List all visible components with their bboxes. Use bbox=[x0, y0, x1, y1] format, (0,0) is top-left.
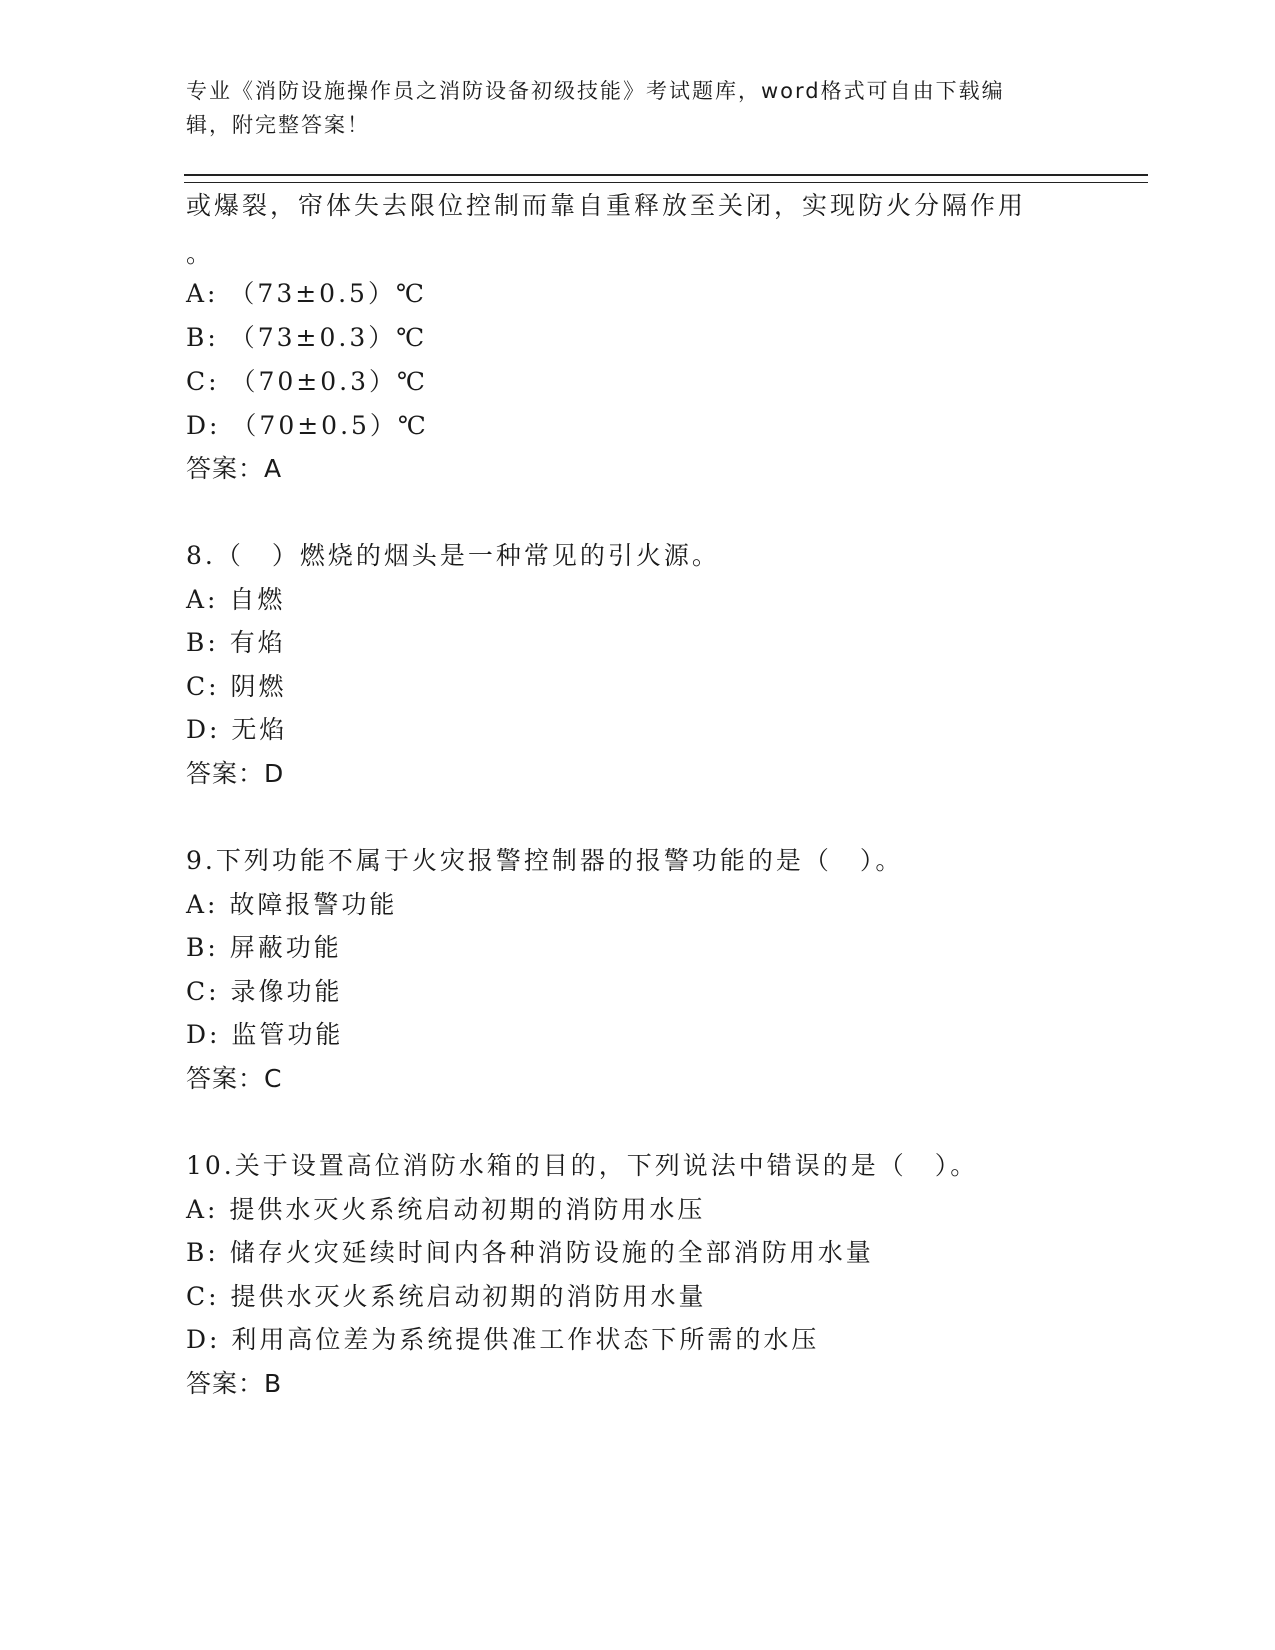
q8-option-d: D: 无焰 bbox=[186, 715, 288, 744]
q7-option-c: C: （70±0.3）℃ bbox=[186, 367, 428, 396]
q10-question: 10.关于设置高位消防水箱的目的，下列说法中错误的是（ ）。 bbox=[186, 1151, 979, 1180]
q7-option-b: B: （73±0.3）℃ bbox=[186, 323, 428, 352]
q9-question: 9.下列功能不属于火灾报警控制器的报警功能的是（ ）。 bbox=[186, 846, 904, 875]
q8-option-c: C: 阴燃 bbox=[186, 672, 287, 701]
q7-option-a: A: （73±0.5）℃ bbox=[186, 279, 427, 308]
q9-option-a: A: 故障报警功能 bbox=[186, 890, 398, 919]
q7-text-end: 。 bbox=[186, 239, 215, 268]
q10-option-a: A: 提供水灭火系统启动初期的消防用水压 bbox=[186, 1195, 706, 1224]
q9-option-b: B: 屏蔽功能 bbox=[186, 933, 342, 962]
q9-option-c: C: 录像功能 bbox=[186, 977, 343, 1006]
q7-answer: 答案：A bbox=[186, 454, 283, 483]
header-divider bbox=[184, 174, 1148, 183]
q10-option-c: C: 提供水灭火系统启动初期的消防用水量 bbox=[186, 1282, 707, 1311]
header-line-2: 辑，附完整答案！ bbox=[186, 113, 370, 137]
q8-option-a: A: 自燃 bbox=[186, 585, 286, 614]
q9-answer: 答案：C bbox=[186, 1064, 283, 1093]
q7-text-continued: 或爆裂，帘体失去限位控制而靠自重释放至关闭，实现防火分隔作用 bbox=[186, 191, 1027, 220]
q7-option-d: D: （70±0.5）℃ bbox=[186, 411, 429, 440]
q9-option-d: D: 监管功能 bbox=[186, 1020, 344, 1049]
q10-option-b: B: 储存火灾延续时间内各种消防设施的全部消防用水量 bbox=[186, 1238, 874, 1267]
q8-answer: 答案：D bbox=[186, 759, 285, 788]
header-line-1: 专业《消防设施操作员之消防设备初级技能》考试题库，word格式可自由下载编 bbox=[186, 79, 1005, 103]
q8-option-b: B: 有焰 bbox=[186, 628, 286, 657]
q8-question: 8.（ ）燃烧的烟头是一种常见的引火源。 bbox=[186, 541, 720, 570]
q10-option-d: D: 利用高位差为系统提供准工作状态下所需的水压 bbox=[186, 1325, 820, 1354]
document-header bbox=[186, 74, 1066, 142]
q10-answer: 答案：B bbox=[186, 1369, 283, 1398]
